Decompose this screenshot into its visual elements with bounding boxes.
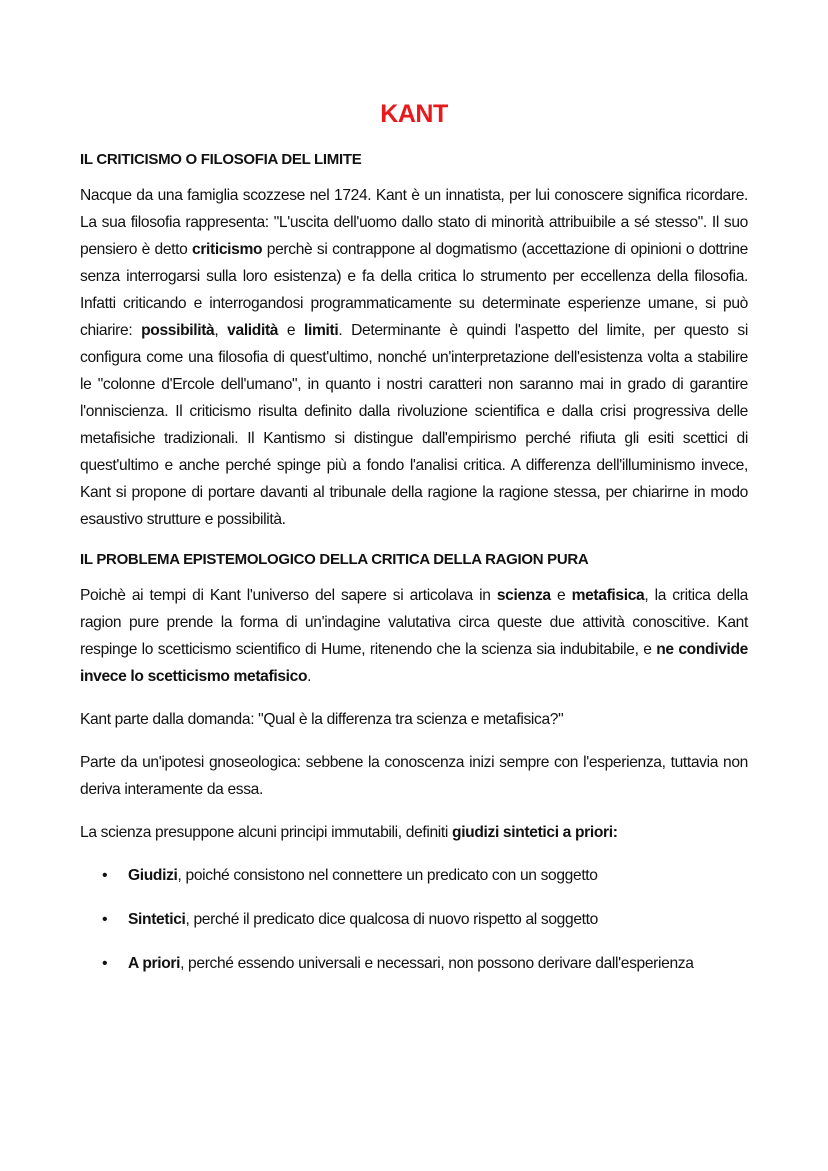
paragraph <box>80 182 748 533</box>
bold-text: giudizi sintetici a priori: <box>452 824 618 841</box>
bullet-list <box>80 862 748 977</box>
bullet-icon: • <box>102 955 108 972</box>
bullet-icon: • <box>102 867 108 884</box>
bold-text: Sintetici <box>128 911 186 928</box>
text-run: , perché essendo universali e necessari, non possono derivare dall'esperienza <box>180 955 694 972</box>
section-heading: IL PROBLEMA EPISTEMOLOGICO DELLA CRITICA DELLA RAGION PURA <box>80 551 589 568</box>
bold-text: possibilità <box>141 322 215 339</box>
text-run: , poiché consistono nel connettere un predicato con un soggetto <box>177 867 598 884</box>
text-run: La scienza presuppone alcuni principi immutabili, definiti <box>80 824 453 841</box>
document-title: KANT <box>380 100 448 128</box>
bold-text: Giudizi <box>128 867 178 884</box>
list-item <box>102 862 748 889</box>
text-run: Kant parte dalla domanda: "Qual è la differenza tra scienza e metafisica?" <box>80 711 564 728</box>
text-run: , perché il predicato dice qualcosa di nuovo rispetto al soggetto <box>185 911 598 928</box>
bold-text: criticismo <box>192 241 263 258</box>
bullet-icon: • <box>102 911 108 928</box>
text-run: Parte da un'ipotesi gnoseologica: sebbene la conoscenza inizi sempre con l'esperienza, tuttavia non deriva interamente da essa. <box>80 754 748 798</box>
list-item <box>102 906 748 933</box>
paragraph <box>80 819 748 846</box>
bold-text: scienza <box>496 587 551 604</box>
text-run: Poichè ai tempi di Kant l'universo del sapere si articolava in <box>80 587 497 604</box>
paragraph <box>80 749 748 803</box>
bold-text: metafisica <box>571 587 645 604</box>
paragraph <box>80 706 748 733</box>
text-run: perchè si contrappone al dogmatismo (accettazione di opinioni o dottrine senza interrogarsi sulla loro esistenza) e fa della critica lo strumento per eccellenza della filosofia. Infatti criticando e interrogandosi programmaticamente su determinate esperienze umane, si può chiarire: <box>80 241 748 339</box>
list-item <box>102 950 748 977</box>
text-run: . <box>307 668 312 685</box>
section-heading: IL CRITICISMO O FILOSOFIA DEL LIMITE <box>80 151 362 168</box>
text-run: Nacque da una famiglia scozzese nel 1724. Kant è un innatista, per lui conoscere significa ricordare. La sua filosofia rappresenta: "L'uscita dell'uomo dallo stato di minorità attribuibile a sé stesso". Il suo pensiero è detto <box>80 187 748 258</box>
text-run: e <box>550 587 572 604</box>
paragraph <box>80 582 748 690</box>
bold-text: ne condivide invece lo scetticismo metafisico <box>80 641 748 685</box>
text-run: e <box>278 322 305 339</box>
text-run: , <box>214 322 228 339</box>
bold-text: validità <box>227 322 279 339</box>
document-page <box>80 100 748 994</box>
document-body <box>80 151 748 977</box>
text-run: , la critica della ragion pure prende la forma di un'indagine valutativa circa queste due attività conoscitive. Kant respinge lo scetticismo scientifico di Hume, ritenendo che la scienza sia indubitabile, e <box>80 587 749 658</box>
text-run: . Determinante è quindi l'aspetto del limite, per questo si configura come una filosofia di quest'ultimo, nonché un'interpretazione dell'esistenza volta a stabilire le "colonne d'Ercole dell'umano", in quanto i nostri caratteri non saranno mai in grado di garantire l'onniscienza. Il criticismo risulta definito dalla rivoluzione scientifica e dalla crisi progressiva delle metafisiche tradizionali. Il Kantismo si distingue dall'empirismo perché rifiuta gli esiti scettici di quest'ultimo e anche perché spinge più a fondo l'analisi critica. A differenza dell'illuminismo invece, Kant si propone di portare davanti al tribunale della ragione la ragione stessa, per chiarirne in modo esaustivo strutture e possibilità. <box>80 322 748 528</box>
bold-text: limiti <box>304 322 339 339</box>
bold-text: A priori <box>128 955 181 972</box>
